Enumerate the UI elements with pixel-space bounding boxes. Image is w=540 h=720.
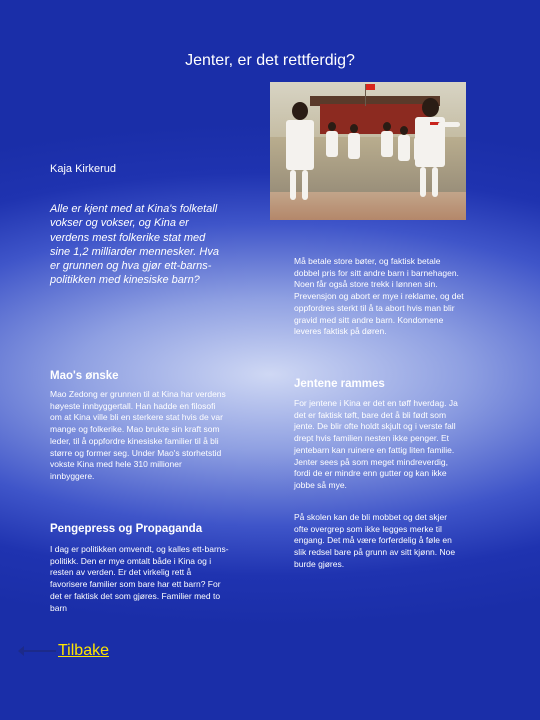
- photo-child: [381, 131, 393, 157]
- photo-child-head: [328, 122, 336, 131]
- photo-child-leg: [290, 170, 296, 200]
- photo-gate: [320, 104, 430, 134]
- pengepress-paragraph: I dag er politikken omvendt, og kalles ett-barns-politikk. Den er mye omtalt både i Kina og i resten av verden. Er det virkelig rett å favorisere familier som bare har ett barn? For det er faktisk det som gjøres. Familier med to barn: [50, 544, 229, 613]
- back-link[interactable]: [20, 642, 109, 660]
- photo-child: [398, 135, 410, 161]
- page-title: Jenter, er det rettferdig?: [185, 52, 355, 69]
- mao-paragraph: Mao Zedong er grunnen til at Kina har verdens høyeste innbyggertall. Han hadde en filosofi om at Kina ville bli en sterkere stat hvis de var mange og folkerike. Mao brukte sin kraft som leder, til å oppfordre kinesiske familier til å bli større og former seg. Under Mao's storhetstid vokste Kina med hele 310 millioner innbyggere.: [50, 389, 226, 482]
- photo-child: [286, 120, 314, 170]
- jentene-heading: Jentene rammes: [294, 378, 385, 390]
- photo-child-head: [383, 122, 391, 131]
- arrow-left-icon: [20, 650, 56, 652]
- mao-heading: Mao's ønske: [50, 370, 119, 382]
- photo-child-head: [422, 98, 439, 117]
- photo-child-head: [292, 102, 308, 120]
- pengepress-heading: Pengepress og Propaganda: [50, 523, 203, 535]
- fines-paragraph: Må betale store bøter, og faktisk betale dobbel pris for sitt andre barn i barnehagen. Noen får også store trekk i lønnen sin. Prevensjon og abort er mye i reklame, og det oppfordres sterkt til å ta abort hvis man blir gravid med sitt andre barn. Kondomene leveres faktisk på døren.: [294, 256, 464, 337]
- photo-child-head: [400, 126, 408, 135]
- children-exercising-photo: [270, 82, 466, 220]
- photo-child: [348, 133, 360, 159]
- photo-child: [326, 131, 338, 157]
- photo-child-head: [350, 124, 358, 133]
- photo-child-leg: [302, 170, 308, 200]
- photo-flag: [366, 84, 375, 90]
- back-link-label[interactable]: Tilbake: [58, 642, 109, 659]
- photo-child-arm: [438, 122, 460, 127]
- photo-child-leg: [420, 167, 426, 197]
- author-name: Kaja Kirkerud: [50, 163, 117, 175]
- jentene-paragraph: For jentene i Kina er det en tøff hverdag. Ja det er faktisk tøft, bare det å bli født som jente. De blir ofte holdt skjult og i verste fall drept hvis familien nesten ikke penger. Et jentebarn kan ruinere en fattig liten familie. Jenter sees på som meget mindreverdig, fordi de er mindre enn gutter og kan ikke jobbe så mye.: [294, 398, 458, 491]
- photo-child-leg: [432, 167, 438, 197]
- intro-text: Alle er kjent med at Kina's folketall vokser og vokser, og Kina er verdens mest folkerike stat med sine 1,2 milliarder mennesker. Hva er grunnen og hva gjør ett-barns-politikken med kinesiske barn?: [50, 203, 219, 287]
- school-paragraph: På skolen kan de bli mobbet og det skjer ofte overgrep som ikke legges merke til engang. Det må være forferdelig å føle en slik redsel bare på grunn av sitt kjønn. Noe burde gjøres.: [294, 512, 456, 569]
